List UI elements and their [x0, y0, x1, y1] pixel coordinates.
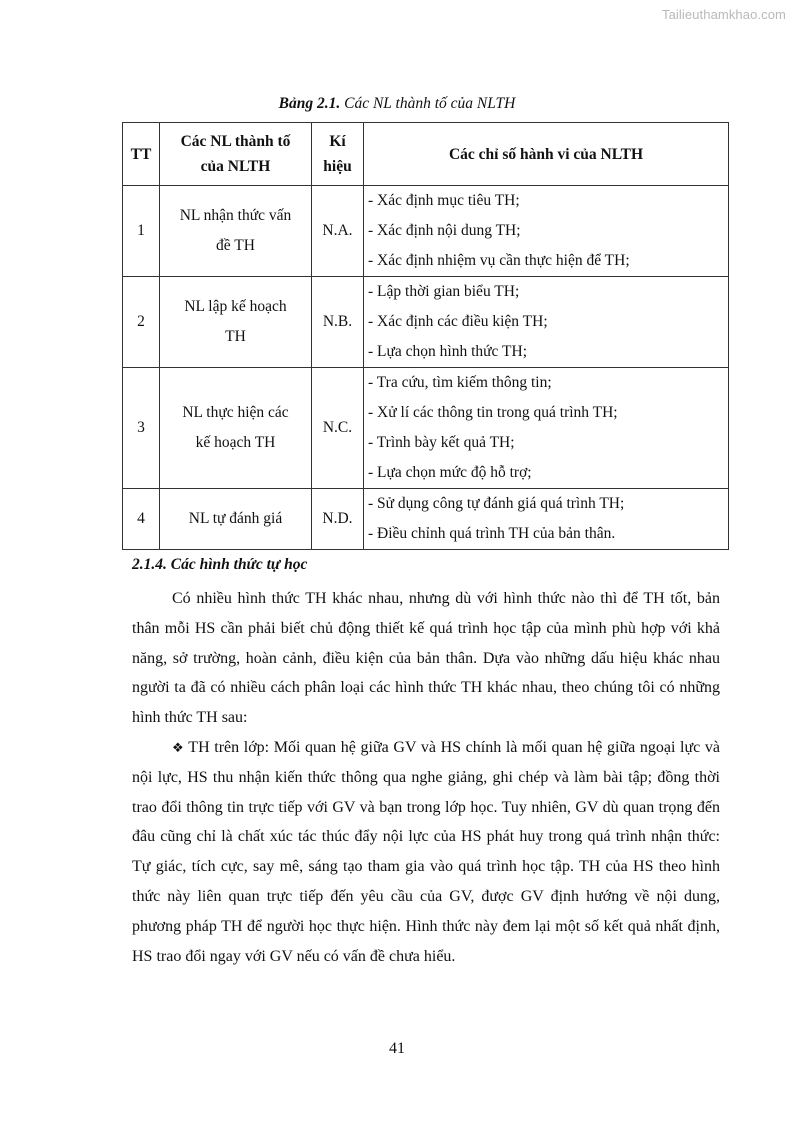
indicator-line: - Sử dụng công tự đánh giá quá trình TH; — [368, 495, 625, 512]
header-component-line1: Các NL thành tố — [180, 133, 291, 150]
indicator-line: - Lựa chọn mức độ hỗ trợ; — [368, 464, 532, 481]
header-symbol-line2: hiệu — [323, 158, 352, 175]
row-component-line2: đề TH — [216, 237, 255, 254]
row-component — [160, 186, 312, 277]
indicator-line: - Xác định nội dung TH; — [368, 222, 521, 239]
table-row — [123, 277, 729, 368]
row-component-line2: TH — [225, 328, 246, 345]
header-symbol-line1: Kí — [329, 133, 346, 150]
header-symbol — [312, 123, 364, 186]
row-component-line1: NL tự đánh giá — [188, 510, 283, 527]
row-symbol: N.C. — [312, 368, 364, 489]
row-component-line1: NL lập kế hoạch — [184, 298, 287, 315]
header-tt: TT — [123, 123, 160, 186]
row-tt: 1 — [123, 186, 160, 277]
section-heading: 2.1.4. Các hình thức tự học — [132, 556, 308, 573]
header-component — [160, 123, 312, 186]
row-component — [160, 277, 312, 368]
row-indicators — [364, 186, 729, 277]
row-component-line1: NL nhận thức vấn — [179, 207, 292, 224]
table-caption — [0, 95, 794, 113]
row-tt: 3 — [123, 368, 160, 489]
indicator-line: - Trình bày kết quả TH; — [368, 434, 515, 451]
row-indicators — [364, 489, 729, 550]
row-indicators — [364, 277, 729, 368]
indicator-line: - Lựa chọn hình thức TH; — [368, 343, 527, 360]
indicator-line: - Xác định nhiệm vụ cần thực hiện để TH; — [368, 252, 630, 269]
row-indicators — [364, 368, 729, 489]
row-tt: 4 — [123, 489, 160, 550]
row-component-line1: NL thực hiện các — [182, 404, 289, 421]
indicator-line: - Xác định các điều kiện TH; — [368, 313, 548, 330]
indicator-line: - Lập thời gian biểu TH; — [368, 283, 520, 300]
row-symbol: N.A. — [312, 186, 364, 277]
indicator-line: - Tra cứu, tìm kiếm thông tin; — [368, 374, 552, 391]
body-text — [132, 584, 720, 971]
paragraph — [132, 733, 720, 971]
indicator-line: - Xử lí các thông tin trong quá trình TH; — [368, 404, 618, 421]
row-component — [160, 489, 312, 550]
row-symbol: N.D. — [312, 489, 364, 550]
header-indicators: Các chỉ số hành vi của NLTH — [364, 123, 729, 186]
indicator-line: - Xác định mục tiêu TH; — [368, 192, 520, 209]
indicator-line: - Điều chỉnh quá trình TH của bản thân. — [368, 525, 616, 542]
table-row — [123, 489, 729, 550]
page-number: 41 — [389, 1040, 405, 1057]
paragraph-text: TH trên lớp: Mối quan hệ giữa GV và HS chính là mối quan hệ giữa ngoại lực và nội lực, HS thu nhận kiến thức thông qua nghe giảng, ghi chép và làm bài tập; đồng thời trao đổi thông tin trực tiếp với GV và bạn trong lớp học. Tuy nhiên, GV dù quan trọng đến đâu cũng chỉ là chất xúc tác thúc đẩy nội lực của HS phát huy trong quá trình nhận thức: Tự giác, tích cực, say mê, sáng tạo tham gia vào quá trình học tập. TH của HS theo hình thức này liên quan trực tiếp đến yêu cầu của GV, được GV định hướng về nội dung, phương pháp TH để người học thực hiện. Hình thức này đem lại một số kết quả nhất định, HS trao đổi ngay với GV nếu có vấn đề chưa hiểu. — [132, 738, 721, 965]
competency-table — [122, 122, 729, 550]
table-caption-title: Các NL thành tố của NLTH — [344, 95, 516, 112]
table-caption-label: Bảng 2.1. — [278, 95, 341, 112]
table-row — [123, 186, 729, 277]
row-component-line2: kế hoạch TH — [195, 434, 276, 451]
row-tt: 2 — [123, 277, 160, 368]
row-component — [160, 368, 312, 489]
diamond-bullet-icon: ❖ — [172, 739, 185, 755]
row-symbol: N.B. — [312, 277, 364, 368]
header-component-line2: của NLTH — [200, 158, 271, 175]
watermark: Tailieuthamkhao.com — [661, 7, 786, 22]
table-row — [123, 368, 729, 489]
paragraph: Có nhiều hình thức TH khác nhau, nhưng dù với hình thức nào thì để TH tốt, bản thân mỗi HS cần phải biết chủ động thiết kế quá trình học tập của mình phù hợp với khả năng, sở trường, hoàn cảnh, điều kiện của bản thân. Dựa vào những dấu hiệu khác nhau người ta đã có nhiều cách phân loại các hình thức TH khác nhau, theo chúng tôi có những hình thức TH sau: — [132, 590, 720, 727]
table-header-row — [123, 123, 729, 186]
